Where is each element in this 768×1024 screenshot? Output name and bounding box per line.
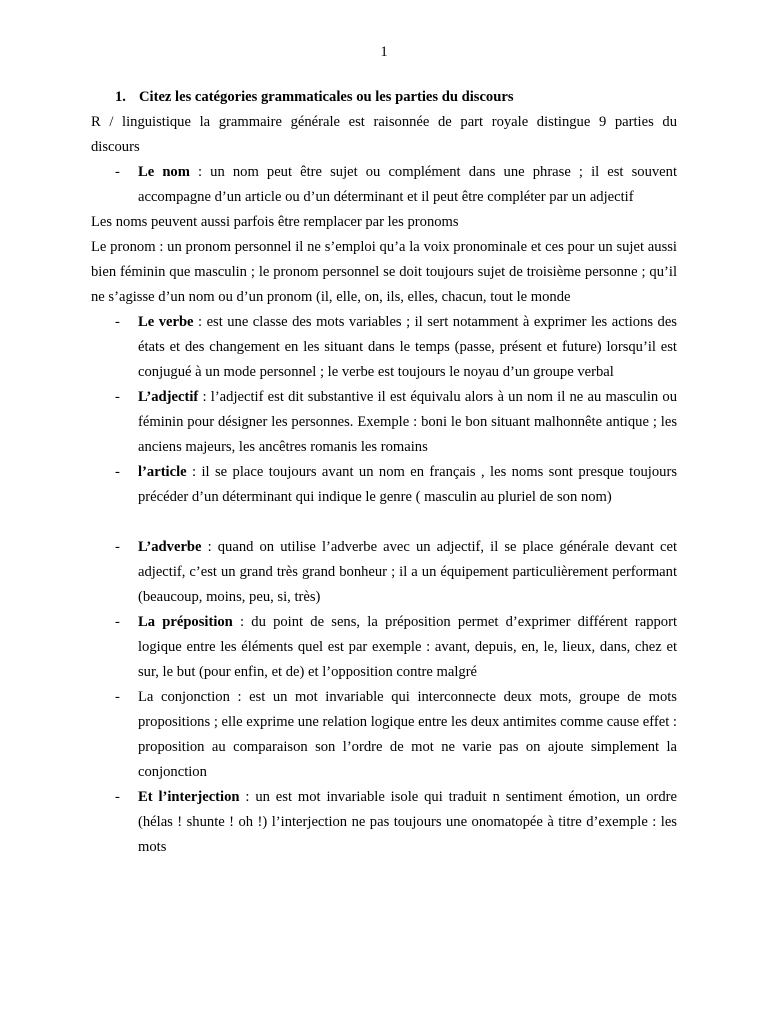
bullet-dash: -: [115, 389, 120, 405]
list-item-preposition: [115, 610, 677, 685]
pronom-paragraph: Le pronom : un pronom personnel il ne s’emploi qu’a la voix pronominale et ces pour un sujet aussi bien féminin que masculin ; le pronom personnel se doit toujours sujet de troisième personne ; qu’il ne s’agisse d’un nom ou d’un pronom (il, elle, on, ils, elles, chacun, tout le monde: [91, 239, 677, 305]
term-adverbe: L’adverbe: [138, 539, 202, 555]
definition-conjonction: La conjonction : est un mot invariable qui interconnecte deux mots, groupe de mots propositions ; elle exprime une relation logique entre les deux antimites comme cause effet : proposition au comparaison son l’ordre de mot ne varie pas on ajoute simplement la conjonction: [138, 689, 677, 780]
list-item-adverbe: [115, 535, 677, 610]
bullet-dash: -: [115, 164, 120, 180]
definition-article: : il se place toujours avant un nom en français , les noms sont presque toujours précéder d’un déterminant qui indique le genre ( masculin au pluriel de son nom): [138, 464, 677, 505]
page-number: 1: [380, 44, 388, 60]
bullet-dash: -: [115, 314, 120, 330]
list-item-article: [115, 460, 677, 510]
intro-continuation: discours: [91, 139, 140, 155]
definition-interjection: : un est mot invariable isole qui traduit n sentiment émotion, un ordre (hélas ! shunte ! oh !) l’interjection ne pas toujours une onomatopée à titre d’exemple : les mots: [138, 789, 677, 855]
question-heading: [115, 85, 677, 110]
heading-text: Citez les catégories grammaticales ou les parties du discours: [139, 89, 514, 105]
intro-line: R / linguistique la grammaire générale est raisonnée de part royale distingue 9 parties du: [91, 114, 677, 130]
document-body: [91, 85, 677, 860]
term-preposition: La préposition: [138, 614, 233, 630]
bullet-dash: -: [115, 464, 120, 480]
definition-adjectif: : l’adjectif est dit substantive il est équivalu alors à un nom il ne au masculin ou féminin pour désigner les personnes. Exemple : boni le bon situant malhonnête antique ; les anciens majeurs, les ancêtres romanis les romains: [138, 389, 677, 455]
noms-pronoms-line: Les noms peuvent aussi parfois être remplacer par les pronoms: [91, 214, 459, 230]
definition-adverbe: : quand on utilise l’adverbe avec un adjectif, il se place générale devant cet adjectif, c’est un grand très grand bonheur ; il a un équipement particulièrement performant (beaucoup, moins, peu, si, très): [138, 539, 677, 605]
list-item-verbe: [115, 310, 677, 385]
term-article: l’article: [138, 464, 187, 480]
blank-line: [91, 510, 677, 535]
definition-verbe: : est une classe des mots variables ; il sert notamment à exprimer les actions des états et des changement en les situant dans le temps (passe, présent et future) lorsqu’il est conjugué à un mode personnel ; le verbe est toujours le noyau d’un groupe verbal: [138, 314, 677, 380]
list-item-conjonction: [115, 685, 677, 785]
list-item-adjectif: [115, 385, 677, 460]
bullet-dash: -: [115, 689, 120, 705]
term-verbe: Le verbe: [138, 314, 194, 330]
definition-preposition: : du point de sens, la préposition permet d’exprimer différent rapport logique entre les éléments quel est par exemple : avant, depuis, en, le, lieux, dans, chez et sur, le but (pour enfin, et de) et l’opposition contre malgré: [138, 614, 677, 680]
bullet-dash: -: [115, 614, 120, 630]
list-item-interjection: [115, 785, 677, 860]
definition-nom: : un nom peut être sujet ou complément dans une phrase ; il est souvent accompagne d’un article ou d’un déterminant et il peut être compléter par un adjectif: [138, 164, 677, 205]
term-interjection: Et l’interjection: [138, 789, 240, 805]
bullet-dash: -: [115, 789, 120, 805]
heading-number: 1.: [115, 89, 126, 105]
bullet-dash: -: [115, 539, 120, 555]
term-nom: Le nom: [138, 164, 190, 180]
term-adjectif: L’adjectif: [138, 389, 199, 405]
list-item-nom: [115, 160, 677, 210]
